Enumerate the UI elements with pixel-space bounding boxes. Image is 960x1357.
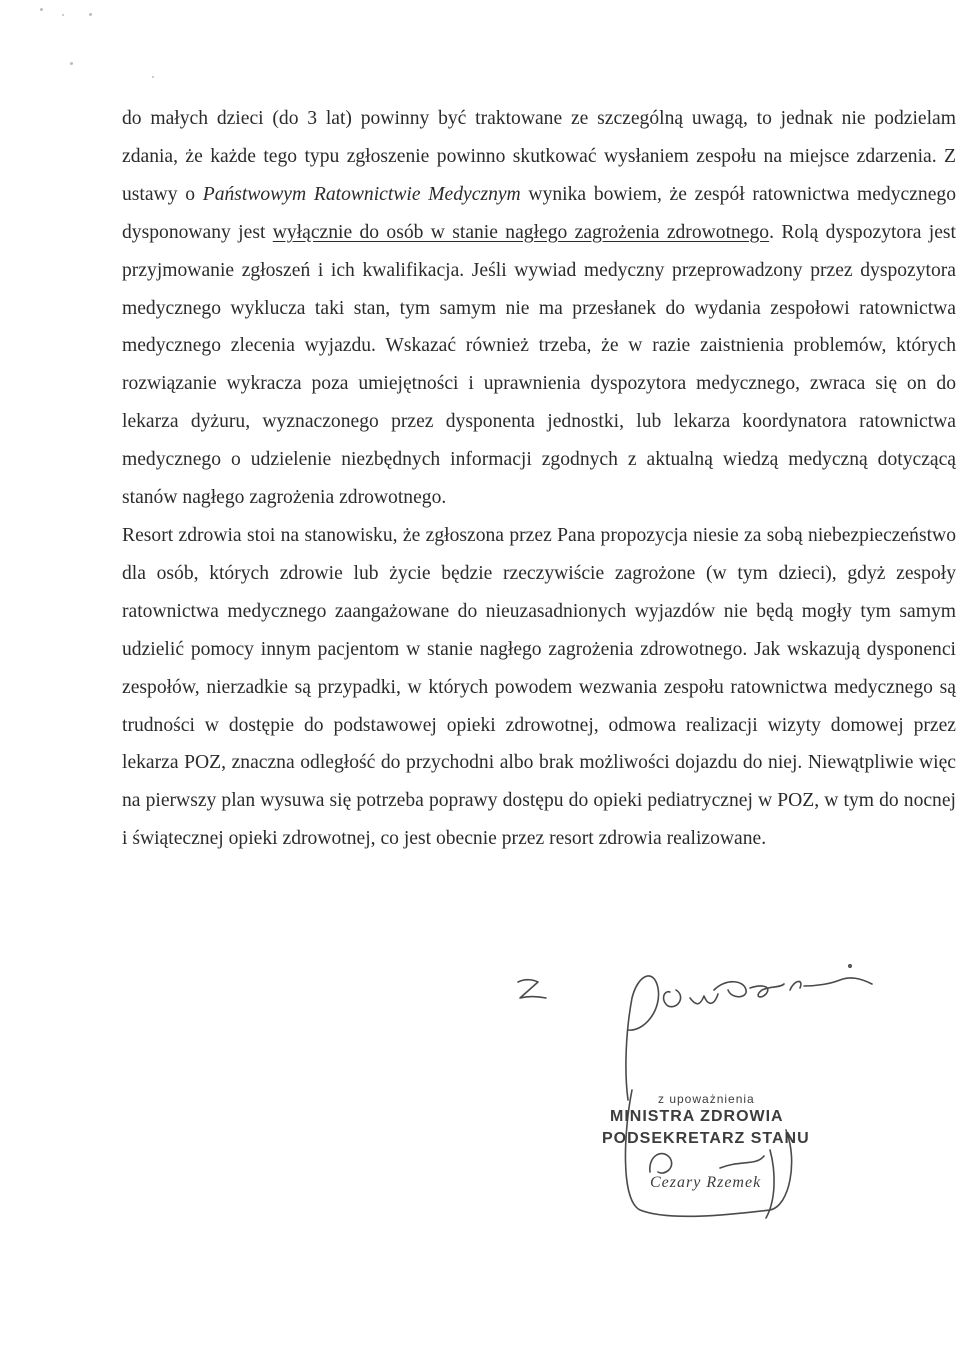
scan-speck [89, 13, 92, 16]
stamp-line-2: PODSEKRETARZ STANU [602, 1130, 810, 1147]
paragraph-1-part-1: do małych dzieci (do 3 lat) powinny być traktowane ze szczególną uwagą, to jednak nie podzielam zdania, że każde tego typu zgłoszenie powinno skutkować wysłaniem zespołu na miejsce zdarzenia. Z ustawy o [122, 108, 956, 205]
scan-speck [152, 76, 154, 78]
paragraph-2: Resort zdrowia stoi na stanowisku, że zgłoszona przez Pana propozycja niesie za sobą niebezpieczeństwo dla osób, których zdrowie lub życie będzie rzeczywiście zagrożone (w tym dzieci), gdyż zespoły ratownictwa medycznego zaangażowane do nieuzasadnionych wyjazdów nie będą mogły tym samym udzielić pomocy innym pacjentom w stanie nagłego zagrożenia zdrowotnego. Jak wskazują dysponenci zespołów, nierzadkie są przypadki, w których powodem wezwania zespołu ratownictwa medycznego są trudności w dostępie do podstawowej opieki zdrowotnej, odmowa realizacji wizyty domowej przez lekarza POZ, znaczna odległość do przychodni albo brak możliwości dojazdu do niej. Niewątpliwie więc na pierwszy plan wysuwa się potrzeba poprawy dostępu do opieki pediatrycznej w POZ, w tym do nocnej i świątecznej opieki zdrowotnej, co jest obecnie przez resort zdrowia realizowane. [122, 524, 956, 850]
paragraph-1-part-3: . Rolą dyspozytora jest przyjmowanie zgłoszeń i ich kwalifikacja. Jeśli wywiad medyczny przeprowadzony przez dyspozytora medycznego wyklucza taki stan, tym samym nie ma przesłanek do wydania zespołowi ratownictwa medycznego zlecenia wyjazdu. Wskazać również trzeba, że w razie zaistnienia problemów, których rozwiązanie wykracza poza umiejętności i uprawnienia dyspozytora medycznego, zwraca się on do lekarza dyżuru, wyznaczonego przez dysponenta jednostki, lub lekarza koordynatora ratownictwa medycznego o udzielenie niezbędnych informacji zgodnych z aktualną wiedzą medyczną dotyczącą stanów nagłego zagrożenia zdrowotnego. [122, 221, 956, 509]
scan-speck [62, 14, 64, 16]
scan-speck [40, 8, 43, 11]
scan-speck [70, 62, 73, 65]
paragraph-1 [122, 100, 956, 517]
stamp-header: z upoważnienia [658, 1092, 755, 1106]
act-title: Państwowym Ratownictwie Medycznym [202, 183, 521, 205]
stamp-line-1: MINISTRA ZDROWIA [610, 1108, 784, 1125]
signature-block [500, 960, 920, 1250]
signed-name: Cezary Rzemek [650, 1174, 762, 1191]
underlined-phrase: wyłącznie do osób w stanie nagłego zagrożenia zdrowotnego [272, 221, 770, 243]
paragraph-1-part-2: wynika bowiem, że zespół ratownictwa medycznego dysponowany jest [122, 183, 956, 243]
letter-body [122, 100, 956, 858]
